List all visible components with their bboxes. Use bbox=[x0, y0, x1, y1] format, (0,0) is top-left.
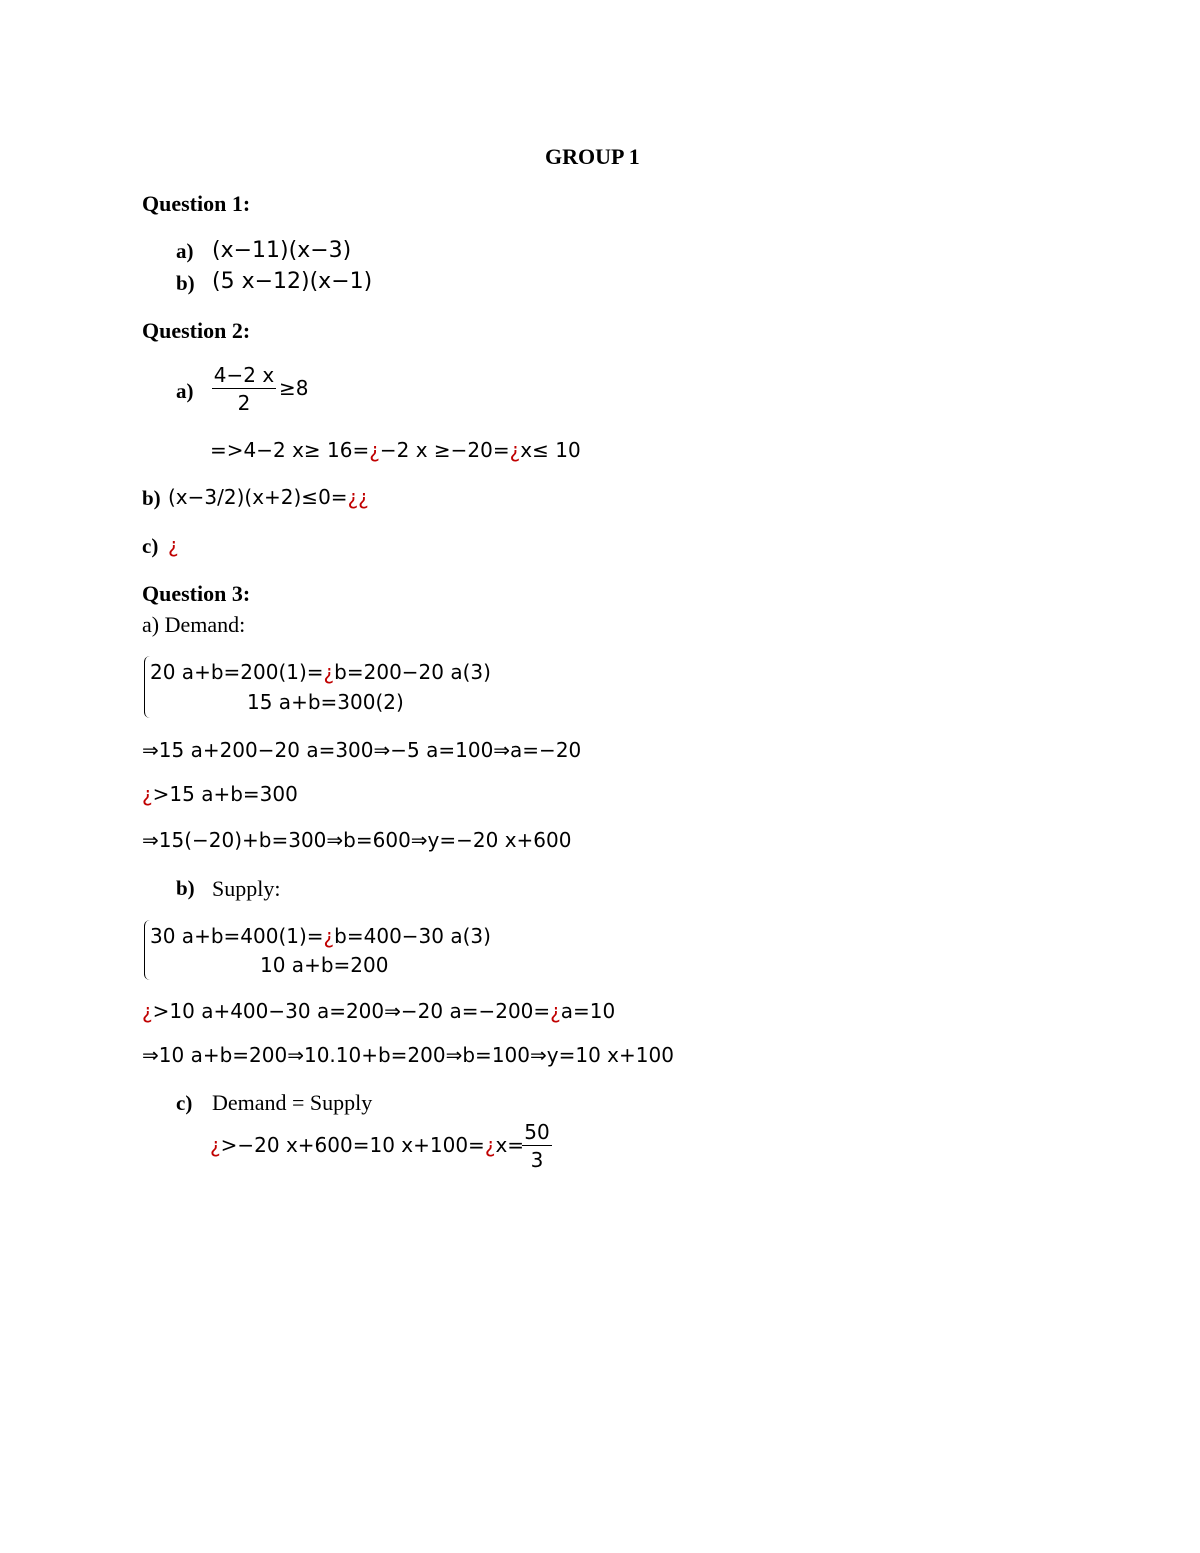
q2-a-fraction bbox=[212, 365, 276, 413]
q2-a-label: a) bbox=[176, 379, 194, 403]
q2-a-relation: ≥8 bbox=[279, 376, 309, 400]
q3-final-part1: >−20 x+600=10 x+100= bbox=[220, 1133, 485, 1157]
question-2-heading: Question 2: bbox=[142, 318, 251, 343]
fraction-bar bbox=[522, 1145, 552, 1146]
q3-c-label: c) bbox=[176, 1091, 193, 1115]
q3-final-fraction bbox=[522, 1122, 552, 1170]
invalid-glyph: ¿ bbox=[484, 1133, 496, 1157]
invalid-glyph: ¿ bbox=[509, 438, 521, 462]
q3-step4-part2: a=10 bbox=[560, 999, 616, 1023]
q3-c-heading: Demand = Supply bbox=[212, 1090, 373, 1115]
q2-b-expression bbox=[168, 487, 369, 507]
invalid-glyph: ¿ bbox=[369, 438, 380, 462]
q3-b-label: b) bbox=[176, 876, 195, 900]
invalid-glyph: ¿ bbox=[142, 782, 153, 806]
q3-final-denominator: 3 bbox=[530, 1148, 544, 1172]
sys2-line1-part1: 30 a+b=400(1)= bbox=[150, 924, 324, 948]
invalid-glyph: ¿¿ bbox=[347, 485, 369, 509]
page-title: GROUP 1 bbox=[545, 144, 640, 169]
q2-a-step bbox=[210, 440, 581, 460]
sys1-line1-part2: b=200−20 a(3) bbox=[334, 660, 491, 684]
sys2-line1-part2: b=400−30 a(3) bbox=[334, 924, 491, 948]
q3-step5: ⇒10 a+b=200⇒10.10+b=200⇒b=100⇒y=10 x+100 bbox=[142, 1043, 674, 1067]
q2-b-expr-main: (x−3/2)(x+2)≤0= bbox=[168, 485, 348, 509]
q1-b-expression: (5 x−12)(x−1) bbox=[212, 269, 373, 294]
q2-c-expression: ¿ bbox=[168, 533, 179, 557]
invalid-glyph: ¿ bbox=[323, 924, 335, 948]
invalid-glyph: ¿ bbox=[323, 660, 335, 684]
q3-step1: ⇒15 a+200−20 a=300⇒−5 a=100⇒a=−20 bbox=[142, 738, 582, 762]
q3-system2-line2: 10 a+b=200 bbox=[260, 953, 389, 977]
q2-a-step-part1: =>4−2 x≥ 16= bbox=[210, 438, 370, 462]
q2-c-label: c) bbox=[142, 534, 159, 558]
q3-step3: ⇒15(−20)+b=300⇒b=600⇒y=−20 x+600 bbox=[142, 828, 572, 852]
invalid-glyph: ¿ bbox=[142, 999, 153, 1023]
q3-final-numerator: 50 bbox=[524, 1120, 550, 1144]
q3-a-heading: a) Demand: bbox=[142, 612, 246, 637]
q2-a-step-part3: x≤ 10 bbox=[520, 438, 581, 462]
q1-b-label: b) bbox=[176, 271, 195, 295]
q2-a-step-part2: −2 x ≥−20= bbox=[379, 438, 510, 462]
q3-final-equation bbox=[210, 1135, 524, 1155]
q3-step2-text: >15 a+b=300 bbox=[152, 782, 298, 806]
q2-b-label: b) bbox=[142, 486, 161, 510]
q2-a-numerator: 4−2 x bbox=[213, 363, 275, 387]
q2-a-denominator: 2 bbox=[237, 391, 251, 415]
q3-step4-part1: >10 a+400−30 a=200⇒−20 a=−200= bbox=[152, 999, 551, 1023]
q3-step2 bbox=[142, 784, 298, 804]
q3-system2-line1 bbox=[150, 926, 491, 946]
question-1-heading: Question 1: bbox=[142, 191, 251, 216]
q3-system1-line1 bbox=[150, 662, 491, 682]
fraction-bar bbox=[212, 388, 276, 389]
q3-step4 bbox=[142, 1001, 615, 1021]
sys1-line1-part1: 20 a+b=200(1)= bbox=[150, 660, 324, 684]
q1-a-label: a) bbox=[176, 239, 194, 263]
q3-system1-line2: 15 a+b=300(2) bbox=[247, 690, 404, 714]
invalid-glyph: ¿ bbox=[210, 1133, 221, 1157]
q1-a-expression: (x−11)(x−3) bbox=[212, 238, 352, 263]
invalid-glyph: ¿ bbox=[550, 999, 561, 1023]
q3-final-part2: x= bbox=[495, 1133, 525, 1157]
question-3-heading: Question 3: bbox=[142, 581, 251, 606]
q3-b-heading: Supply: bbox=[212, 876, 281, 901]
